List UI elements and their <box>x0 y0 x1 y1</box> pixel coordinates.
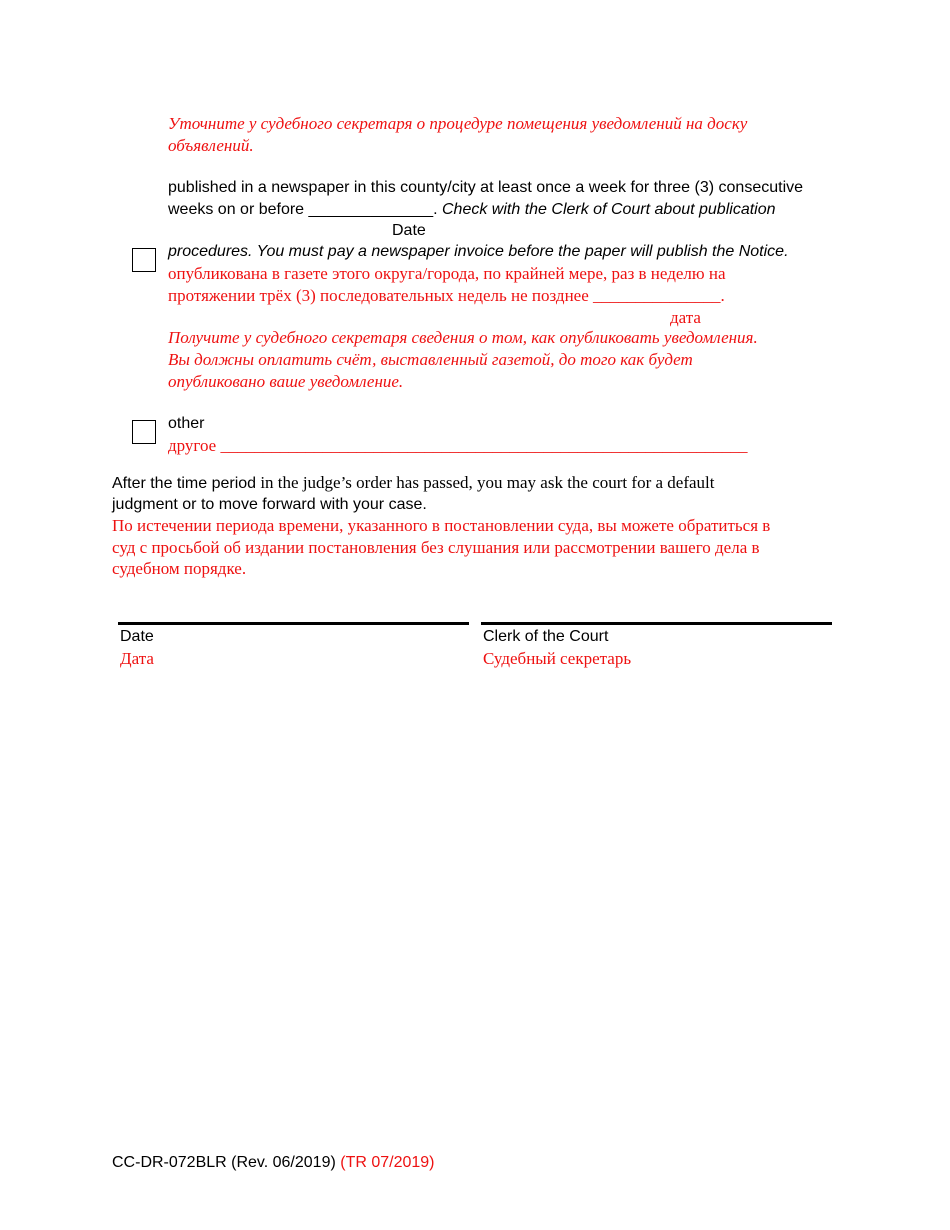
newspaper-en-line2 <box>168 199 776 221</box>
signature-date-en: Date <box>120 628 154 645</box>
other-ru-label: другое ______________________________________________________________ <box>168 436 748 455</box>
footer <box>112 1152 435 1174</box>
other-checkbox[interactable] <box>132 420 156 444</box>
date-signature-line <box>118 622 469 625</box>
board-note-ru-line1: Уточните у судебного секретаря о процедуре помещения уведомлений на доску <box>168 114 748 133</box>
board-note-ru-line2: объявлений. <box>168 136 254 155</box>
newspaper-en-check-note: Check with the Clerk of Court about publication <box>442 201 776 218</box>
after-en-line1 <box>112 472 714 495</box>
newspaper-ru-line1: опубликована в газете этого округа/города, по крайней мере, раз в неделю на <box>168 264 726 283</box>
after-ru-line2: суд с просьбой об издании постановления без слушания или рассмотрении вашего дела в <box>112 538 760 557</box>
signature-clerk-ru: Судебный секретарь <box>483 649 632 668</box>
footer-form-id: CC-DR-072BLR (Rev. 06/2019) <box>112 1154 341 1171</box>
footer-translation: (TR 07/2019) <box>340 1154 435 1171</box>
after-en-line1-a: After the time period <box>112 475 257 492</box>
newspaper-ru-note-line1: Получите у судебного секретаря сведения о том, как опубликовать уведомления. <box>168 328 758 347</box>
newspaper-en-line2-text: weeks on or before ______________. <box>168 201 442 218</box>
newspaper-en-line3: procedures. You must pay a newspaper invoice before the paper will publish the Notice. <box>168 243 789 260</box>
newspaper-checkbox[interactable] <box>132 248 156 272</box>
newspaper-ru-line2: протяжении трёх (3) последовательных недель не позднее _______________. <box>168 286 725 305</box>
newspaper-en-line1: published in a newspaper in this county/city at least once a week for three (3) consecutive <box>168 179 804 196</box>
newspaper-ru-note-line2: Вы должны оплатить счёт, выставленный газетой, до того как будет <box>168 350 693 369</box>
after-en-line1-b: in the judge’s order has passed, you may ask the court for a default <box>256 473 715 492</box>
after-ru-line3: судебном порядке. <box>112 559 247 578</box>
after-ru-line1: По истечении периода времени, указанного в постановлении суда, вы можете обратиться в <box>112 516 771 535</box>
signature-clerk-en: Clerk of the Court <box>483 628 609 645</box>
newspaper-ru-note-line3: опубликовано ваше уведомление. <box>168 372 404 391</box>
signature-date-ru: Дата <box>120 649 154 668</box>
after-en-line2: judgment or to move forward with your case. <box>112 496 427 513</box>
newspaper-date-label: Date <box>392 222 426 239</box>
newspaper-ru-date-label: дата <box>670 308 701 327</box>
other-en-label: other <box>168 415 205 432</box>
clerk-signature-line <box>481 622 832 625</box>
